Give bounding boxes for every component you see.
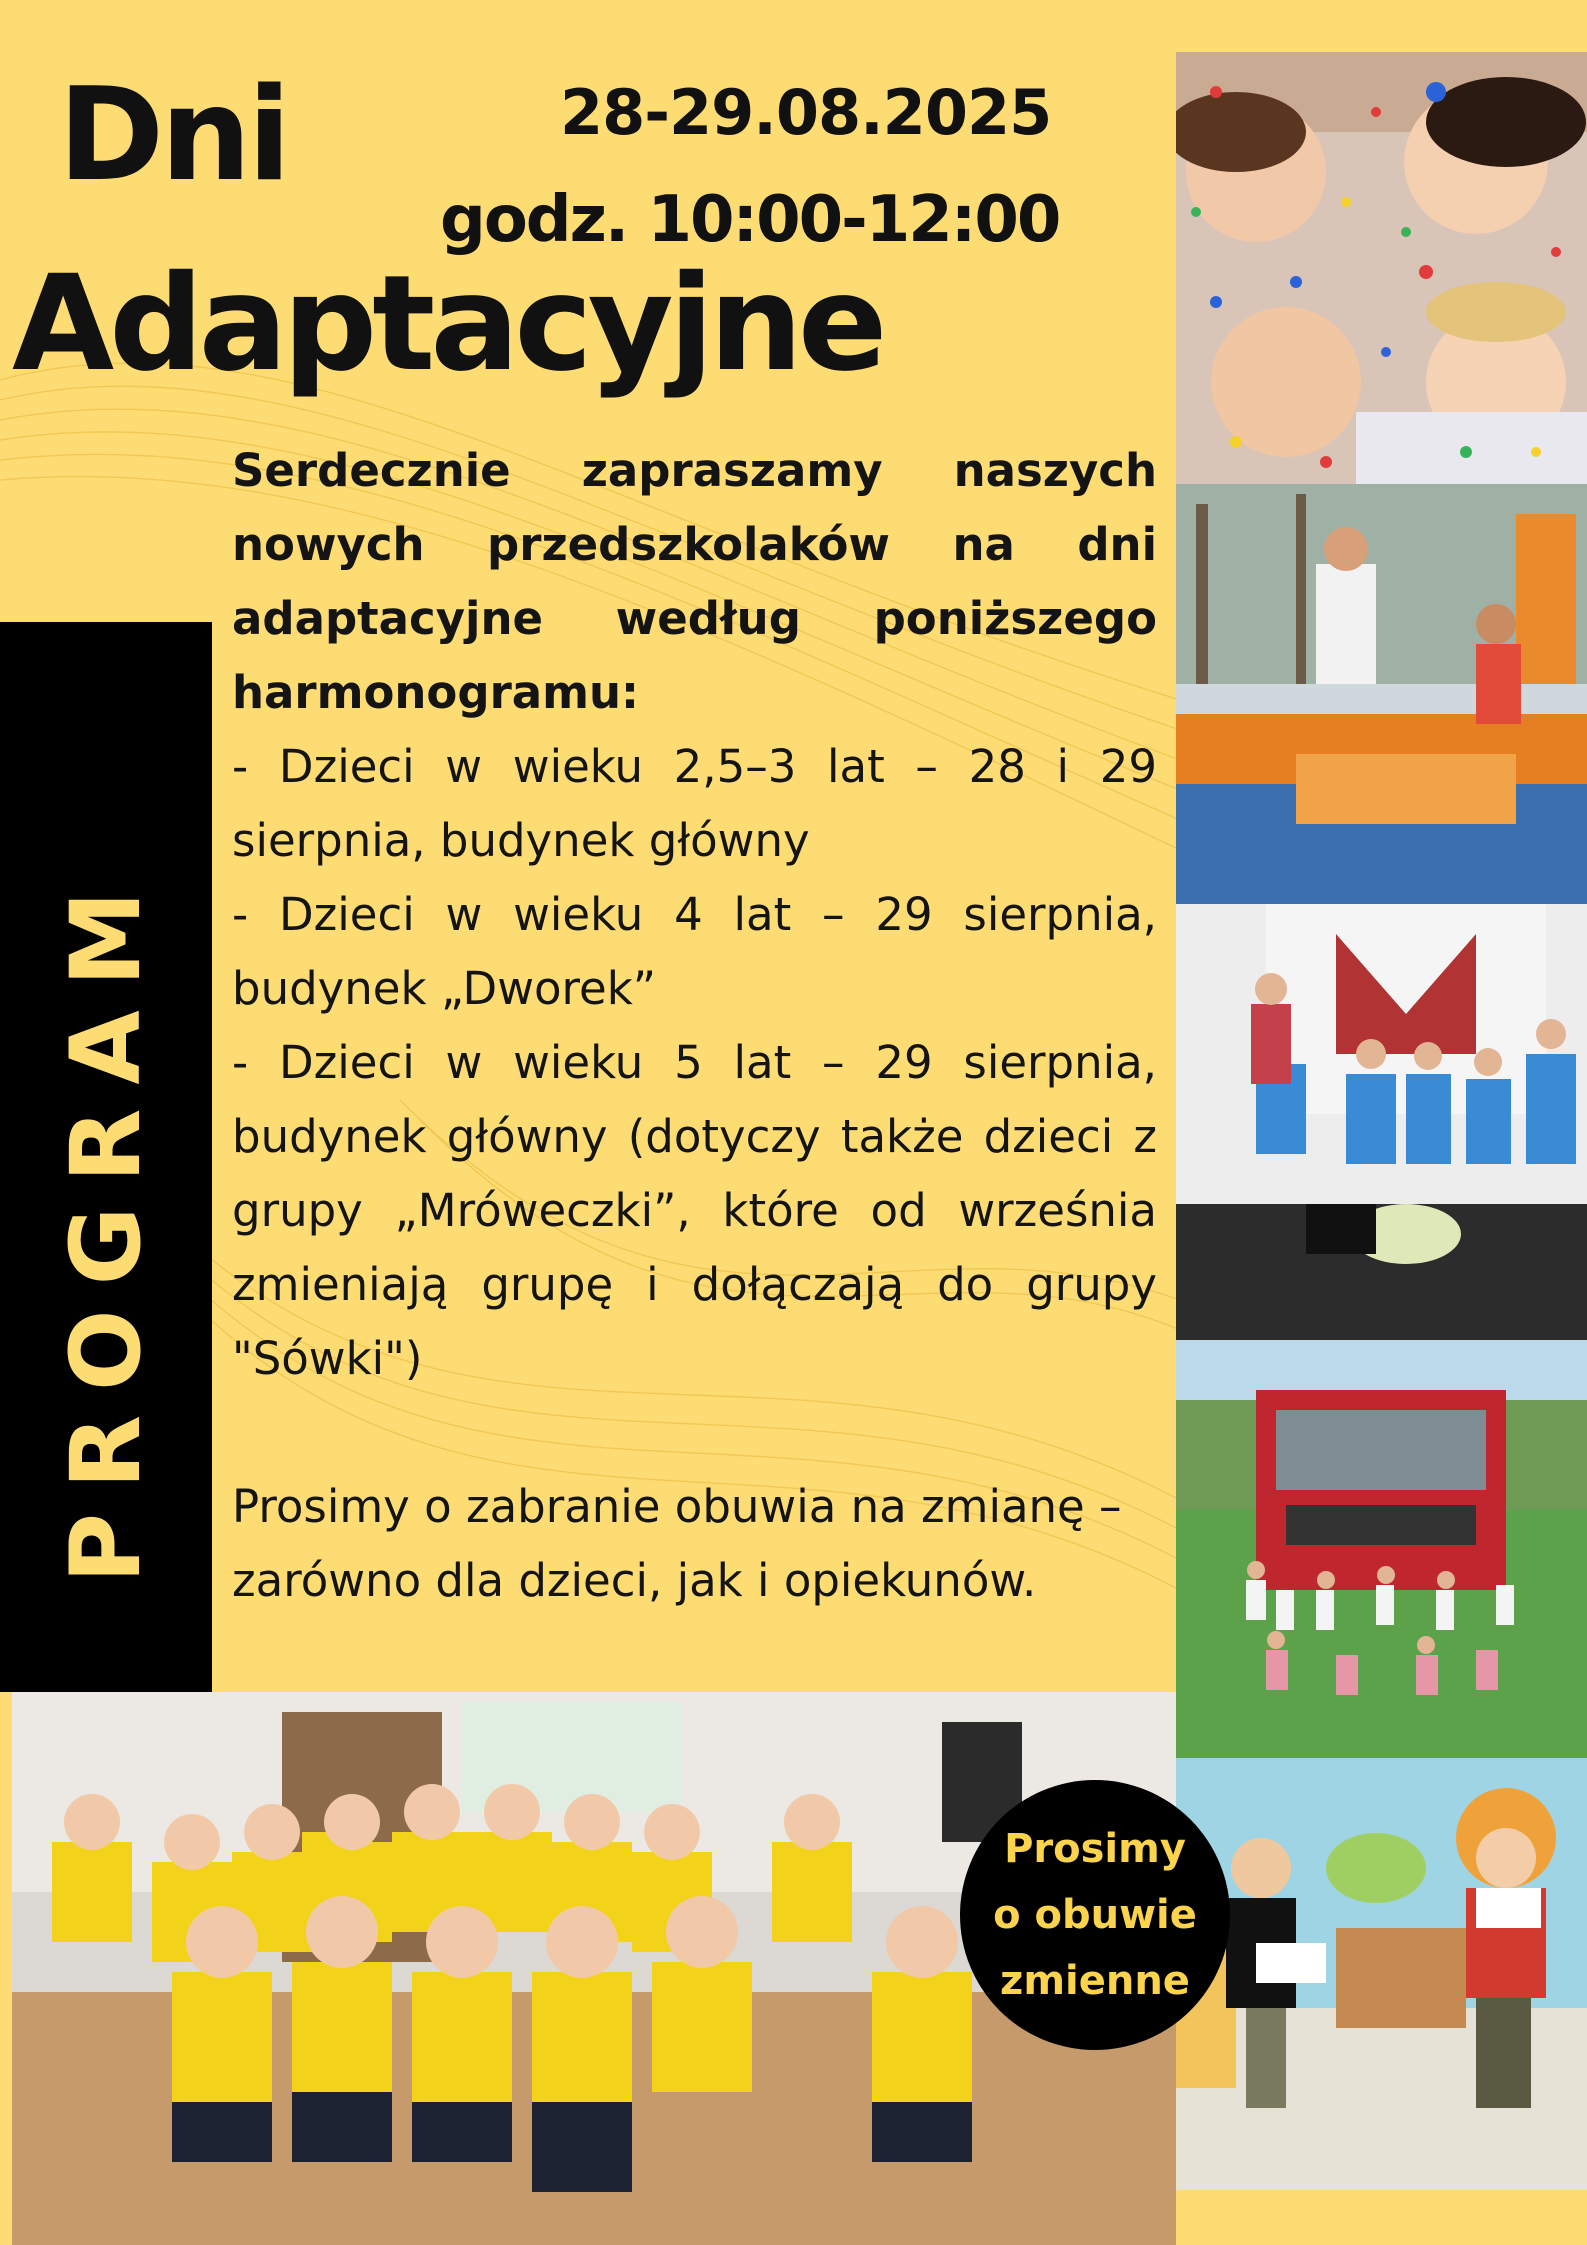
badge-line-1: Prosimy	[1004, 1826, 1186, 1872]
badge-line-3: zmienne	[1000, 1958, 1190, 2004]
photo-diplomas	[1176, 1758, 1587, 2190]
title-line-1: Dni	[58, 61, 288, 210]
shoes-reminder-badge	[960, 1780, 1230, 2050]
intro-text: Serdecznie zapraszamy naszych nowych przedszkolaków na dni adaptacyjne według poniższego harmonogramu:	[232, 444, 1157, 719]
shoes-note: Prosimy o zabranie obuwia na zmianę – zarówno dla dzieci, jak i opiekunów.	[232, 1480, 1122, 1607]
badge-line-2: o obuwie	[993, 1892, 1197, 1938]
program-label: PROGRAM	[50, 866, 162, 1584]
photo-bouncy-castle	[1176, 484, 1587, 904]
event-date: 28-29.08.2025	[560, 76, 1052, 149]
event-time: godz. 10:00-12:00	[440, 183, 1060, 257]
title-line-2: Adaptacyjne	[12, 247, 883, 401]
program-description	[232, 434, 1157, 1618]
photo-stage-performance	[1176, 904, 1587, 1340]
photo-children-confetti	[1176, 52, 1587, 484]
photo-fire-truck	[1176, 1340, 1587, 1758]
schedule-item: - Dzieci w wieku 4 lat – 29 sierpnia, budynek „Dworek”	[232, 888, 1157, 1015]
schedule-item: - Dzieci w wieku 5 lat – 29 sierpnia, budynek główny (dotyczy także dzieci z grupy „Mróweczki”, które od września zmieniają grupę i dołączają do grupy "Sówki")	[232, 1036, 1157, 1385]
schedule-item: - Dzieci w wieku 2,5–3 lat – 28 i 29 sierpnia, budynek główny	[232, 740, 1157, 867]
